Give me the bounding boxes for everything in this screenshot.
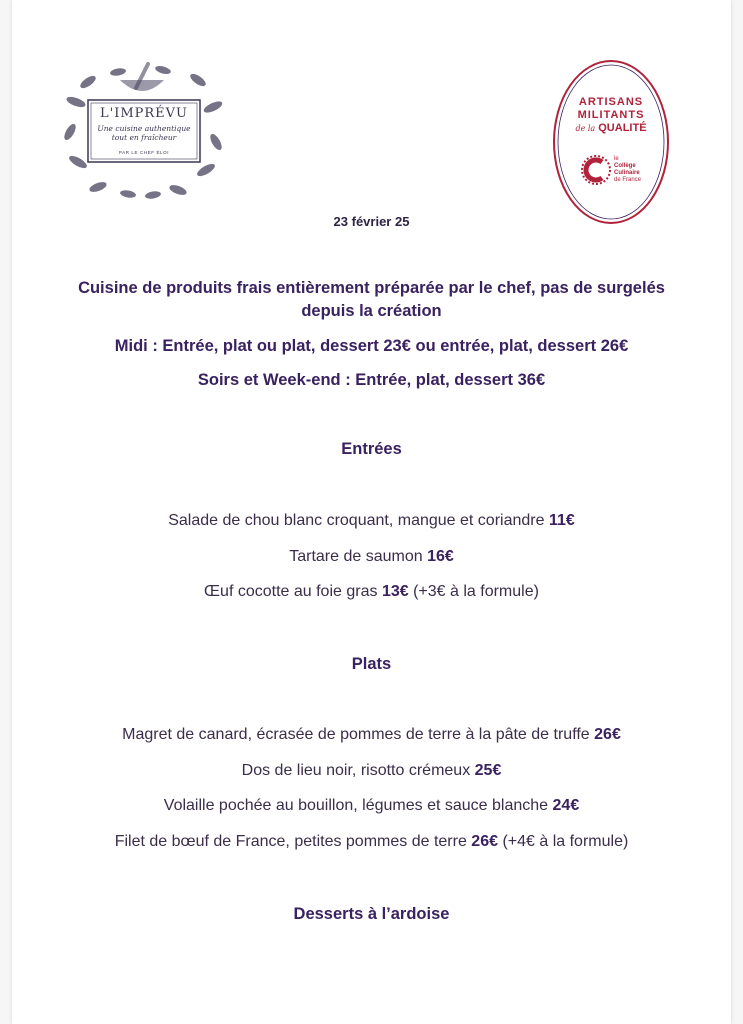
college-line2: Culinaire [614,170,640,176]
item-price: 11€ [548,512,575,529]
menu-item [0,797,743,815]
item-name: Dos de lieu noir, risotto crémeux [241,762,471,779]
item-name: Tartare de saumon [289,548,423,565]
college-text [614,156,670,184]
item-price: 16€ [427,548,454,565]
item-name: Filet de bœuf de France, petites pommes de terre [114,833,467,850]
item-note: (+3€ à la formule) [413,583,539,600]
item-name: Magret de canard, écrasée de pommes de terre à la pâte de truffe [122,726,590,743]
badge-oval [546,58,676,226]
intro-lunch-formula: Midi : Entrée, plat ou plat, dessert 23€ ou entrée, plat, dessert 26€ [114,337,629,355]
logo-name: L'IMPRÉVU [99,106,189,121]
menu-item [0,726,743,744]
intro-evening-formula: Soirs et Week-end : Entrée, plat, dessert 36€ [197,371,546,389]
menu-item [0,833,743,851]
item-price: 26€ [471,833,498,850]
menu-item [0,762,743,780]
college-line3: de France [614,177,642,183]
badge-line1: ARTISANS [578,96,644,108]
menu-item [0,512,743,530]
artisans-badge [546,58,676,226]
item-price: 25€ [474,762,502,779]
section-title-entrees: Entrées [341,440,402,458]
menu-date: 23 février 25 [333,214,410,229]
menu-item [0,548,743,566]
item-name: Volaille pochée au bouillon, légumes et sauce blanche [163,797,549,814]
logo-tagline: Une cuisine authentique tout en fraîcheur [97,124,191,142]
intro-fresh-products: Cuisine de produits frais entièrement préparée par le chef, pas de surgelés depuis la création [78,279,665,320]
item-price: 24€ [552,797,580,814]
section-title-plats: Plats [351,655,392,673]
item-note: (+4€ à la formule) [502,833,629,850]
logo-signature: PAR LE CHEF ÉLOI [118,150,170,155]
badge-line3-word: QUALITÉ [598,122,647,134]
item-price: 13€ [381,583,409,600]
badge-line3 [556,122,666,134]
college-le: le [614,156,619,162]
item-name: Œuf cocotte au foie gras [204,583,378,600]
badge-line3-prefix: de la [575,124,596,133]
item-name: Salade de chou blanc croquant, mangue et coriandre [168,512,545,529]
section-title-desserts: Desserts à l’ardoise [293,905,450,923]
restaurant-logo [58,62,226,202]
badge-line2: MILITANTS [577,109,645,121]
college-line1: Collège [614,163,636,169]
item-price: 26€ [594,726,621,743]
menu-item [0,583,743,601]
